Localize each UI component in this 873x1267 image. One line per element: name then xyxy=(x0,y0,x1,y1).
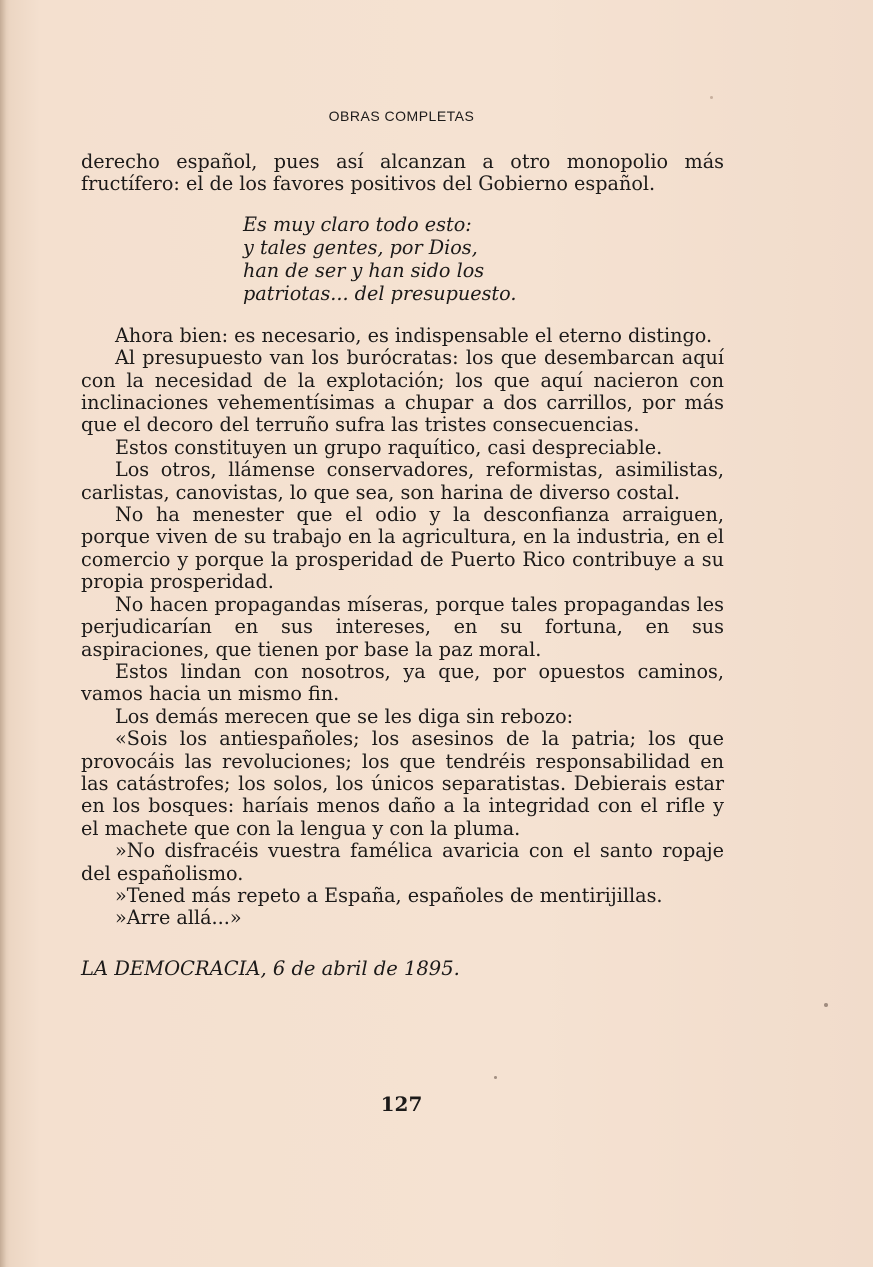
paper-speck xyxy=(824,1003,828,1007)
paragraph: No hacen propagandas míseras, porque tales propagandas les perjudicarían en sus intereses, en su fortuna, en sus aspiraciones, que tienen por base la paz moral. xyxy=(81,592,724,661)
paragraph: «Sois los antiespañoles; los asesinos de la patria; los que provocáis las revoluciones; los que tendréis responsabilidad en las catástrofes; los solos, los únicos separatistas. Debierais estar en los bosques: haríais menos daño a la integridad con el rifle y el machete que con la lengua y con la pluma. xyxy=(81,727,724,840)
paragraph: Estos constituyen un grupo raquítico, casi despreciable. xyxy=(115,435,663,459)
opening-paragraph: derecho español, pues así alcanzan a otro monopolio más fructífero: el de los favores positivos del Gobierno español. xyxy=(81,150,724,196)
verse-line: patriotas... del presupuesto. xyxy=(243,281,517,305)
paragraph: No ha menester que el odio y la desconfianza arraiguen, porque viven de su trabajo en la agricultura, en la industria, en el comercio y porque la prosperidad de Puerto Rico contribuye a su propia prosperidad. xyxy=(81,503,724,594)
page-number: 127 xyxy=(380,1092,423,1116)
paragraph: Ahora bien: es necesario, es indispensable el eterno distingo. xyxy=(115,323,713,347)
paragraph: Los demás merecen que se les diga sin rebozo: xyxy=(115,704,574,728)
paragraph: Al presupuesto van los burócratas: los que desembarcan aquí con la necesidad de la explotación; los que aquí nacieron con inclinaciones vehementísimas a chupar a dos carrillos, por más que el decoro del terruño sufra las tristes consecuencias. xyxy=(81,346,724,437)
paragraph: Los otros, llámense conservadores, reformistas, asimilistas, carlistas, canovistas, lo que sea, son harina de diverso costal. xyxy=(81,458,724,504)
verse-block xyxy=(243,213,724,305)
paragraph: »Arre allá...» xyxy=(115,906,242,930)
verse-line: y tales gentes, por Dios, xyxy=(243,235,478,259)
running-header: OBRAS COMPLETAS xyxy=(328,108,475,124)
paragraph: Estos lindan con nosotros, ya que, por opuestos caminos, vamos hacia un mismo fin. xyxy=(81,659,724,706)
verse-line: Es muy claro todo esto: xyxy=(243,212,472,236)
source-citation: LA DEMOCRACIA, 6 de abril de 1895. xyxy=(81,957,460,980)
main-text xyxy=(81,151,724,930)
paragraph: »No disfracéis vuestra famélica avaricia con el santo ropaje del españolismo. xyxy=(81,839,724,885)
verse-line: han de ser y han sido los xyxy=(243,258,485,282)
paper-speck xyxy=(494,1076,497,1079)
page-gutter-shadow xyxy=(0,0,6,1267)
paragraph: »Tened más repeto a España, españoles de mentirijillas. xyxy=(115,883,663,907)
paper-speck xyxy=(710,96,713,99)
